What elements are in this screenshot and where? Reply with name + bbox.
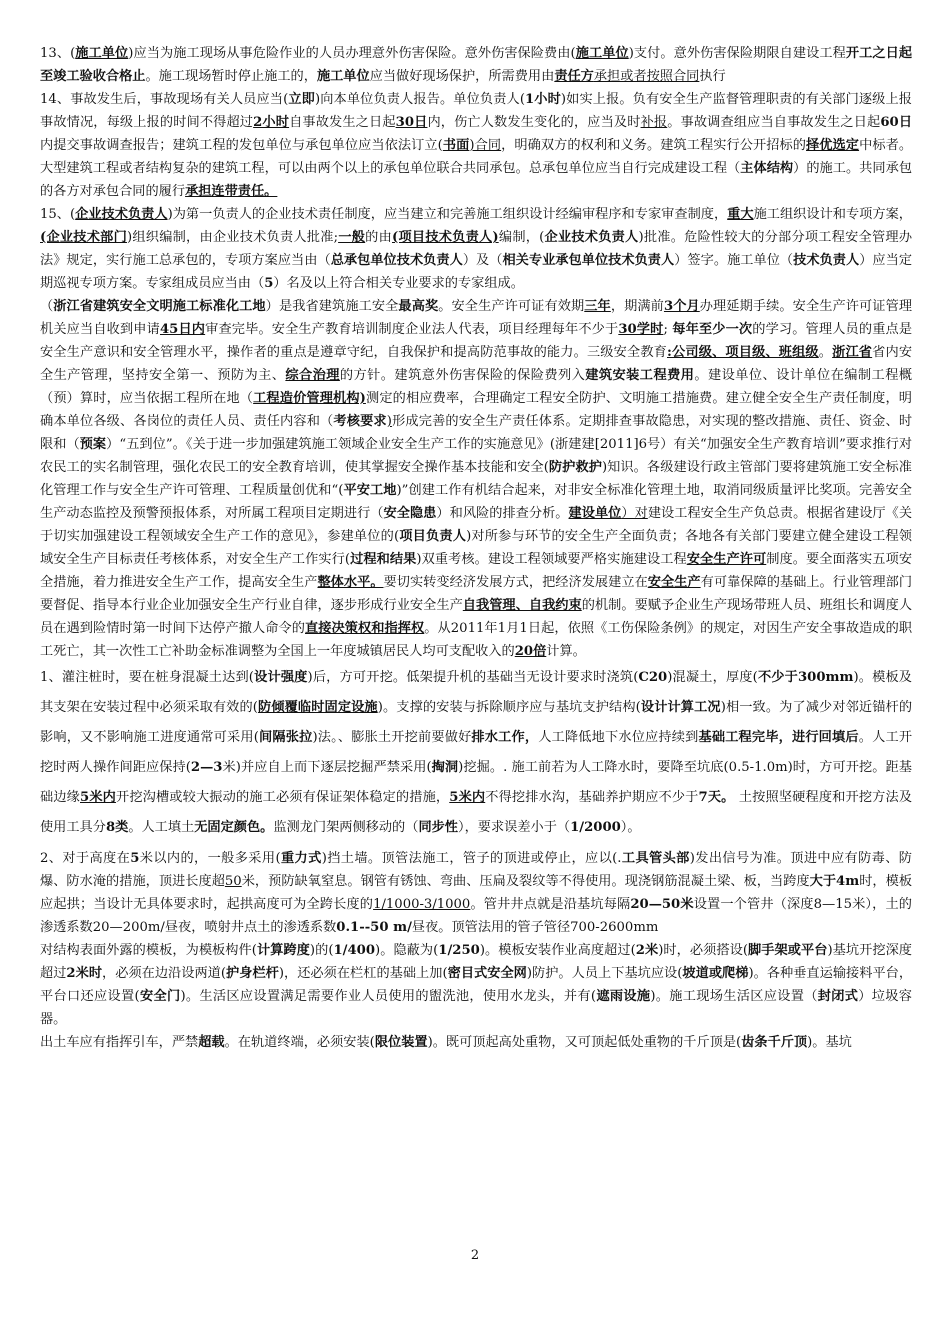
emphasis-text: 1/250 xyxy=(438,943,480,958)
emphasis-text: 预案 xyxy=(79,437,107,452)
text-run: )防护。人员上下基坑应设( xyxy=(526,966,683,981)
emphasis-text: 浙江省建筑安全文明施工标准化工地 xyxy=(53,299,266,314)
text-run: 2、对于高度在 xyxy=(40,851,131,866)
text-run: 。施工现场暂时停止施工的， xyxy=(145,69,317,84)
text-run: 不得挖排水沟，基础养护期应不少于 xyxy=(485,790,699,805)
text-run: 施工组织设计和专项方案， xyxy=(753,207,912,222)
emphasis-text: 最高奖 xyxy=(398,299,439,314)
text-run: ，期满前 xyxy=(610,299,664,314)
emphasis-text: 5米内 xyxy=(80,790,116,805)
text-run: ; xyxy=(663,322,673,337)
text-run: 昼夜。顶管法用的管子管径700-2600mm xyxy=(411,920,659,935)
text-run: )相一致。为了减少对邻近锚杆的影响，又不影响施工进度通常可采用( xyxy=(40,700,913,745)
text-run: 米以内的，一般多采用( xyxy=(139,851,281,866)
text-run: 省内安全生产管理，坚持安全第一、预防为主、 xyxy=(40,345,913,383)
emphasis-text: 30日 xyxy=(395,115,428,130)
emphasis-text: 齿条千斤顶 xyxy=(741,1035,808,1050)
text-run: )”创建工作有机结合起来，对非安全标准化管理土地，取消同级质量评比奖项。完善安全生产动态监控及预警预报体系，对所属工程项目定期进行（ xyxy=(40,483,912,521)
emphasis-text: 超载 xyxy=(198,1035,225,1050)
text-run: （ xyxy=(40,299,54,314)
emphasis-text: 工程造价管理机构) xyxy=(253,391,366,406)
text-run: 补报 xyxy=(640,115,668,130)
text-run: 编制，( xyxy=(498,230,545,245)
text-run: 开挖沟槽或较大振动的施工必须有保证架体稳定的措施， xyxy=(115,790,450,805)
emphasis-text: 安全生产 xyxy=(647,575,701,590)
text-run: 的学习。管理人员的重点是安全生产意识和安全管理水平，操作者的重点是遵章守纪，自我保护和提高防范事故的能力。三级安全教育 xyxy=(40,322,913,360)
emphasis-text: 间隔张拉 xyxy=(258,730,313,745)
text-run: 自事故发生之日起 xyxy=(289,115,396,130)
text-run: 。事故调查组应当自事故发生之日起 xyxy=(667,115,881,130)
text-run: )挡土墙。顶管法施工，管子的顶进或停止，应以(. xyxy=(321,851,622,866)
text-run: 设置一个管井（深度8—15米），土的渗透系数20—200m/昼夜，喷射井点土的渗透系数 xyxy=(40,897,912,935)
text-run: ）“五到位”。《关于进一步加强建筑施工领域企业安全生产工作的实施意见》(浙建建[2011]6号）有关“加强安全生产教育培训”要求推行对农民工的实名制管理，强化农民工的安全教育培训，使其掌握安全操作基本技能和安全( xyxy=(40,437,913,475)
emphasis-text: 2小时 xyxy=(253,115,290,130)
emphasis-text: 施工单位 xyxy=(75,46,129,61)
emphasis-text: 责任方 xyxy=(554,69,594,84)
emphasis-text: (项目技术负责人) xyxy=(392,230,499,245)
emphasis-text: 立即 xyxy=(288,92,315,107)
emphasis-text: 安全隐患 xyxy=(383,506,437,521)
text-run: 应当做好现场保护，所需费用由 xyxy=(369,69,555,84)
emphasis-text: 开工之日起至竣工验收合格止 xyxy=(40,46,913,84)
text-run: )时，必须搭设( xyxy=(658,943,748,958)
emphasis-text: 基础工程完毕，进行回填后 xyxy=(698,730,859,745)
text-run: 测定的相应费率，合理确定工程安全防护、文明施工措施费。建立健全安全生产责任制度，明确本单位各级、各岗位的责任人员、责任内容和（ xyxy=(40,391,912,429)
emphasis-text: 30学时 xyxy=(618,322,664,337)
text-run: ），要求误差小于（ xyxy=(458,820,571,835)
page-number: 2 xyxy=(470,1248,480,1263)
emphasis-text: 书面 xyxy=(442,138,470,153)
text-run: )组织编制，由企业技术负责人批准; xyxy=(126,230,339,245)
text-run: )支付。意外伤害保险期限自建设工程 xyxy=(628,46,846,61)
text-run: )。隐蔽为( xyxy=(375,943,439,958)
text-run: )后，方可开挖。低架提升机的基础当无设计要求时浇筑( xyxy=(307,670,639,685)
text-run: 中标者。大型建筑工程或者结构复杂的建筑工程，可以由两个以上的承包单位联合共同承包。总承包单位应当自行完成建设工程（ xyxy=(40,138,913,176)
text-run: 形成完善的安全生产责任体系。定期排查事故隐患，对实现的整改措施、责任、资金、时限和（ xyxy=(40,414,913,452)
text-run: 。人工填土 xyxy=(128,820,195,835)
text-run: ）名及以上符合相关专业要求的专家组成。 xyxy=(273,276,524,291)
emphasis-text: 整体水平。 xyxy=(317,575,384,590)
emphasis-text: 20倍 xyxy=(514,644,547,659)
emphasis-text: 封闭式 xyxy=(817,989,859,1004)
text-run: )。施工现场生活区应设置（ xyxy=(650,989,818,1004)
emphasis-text: 脚手架或平台 xyxy=(747,943,828,958)
emphasis-text: 7天。 xyxy=(698,790,735,805)
emphasis-text: 设计强度 xyxy=(253,670,308,685)
emphasis-text: 工具管头部 xyxy=(621,851,690,866)
emphasis-text: 1小时 xyxy=(524,92,561,107)
text-run: 15、( xyxy=(40,207,76,222)
text-run: )挖掘。. 施工前若为人工降水时，要降至坑底(0.5-1.0m)时，方可开挖。距基础边缘 xyxy=(40,760,912,805)
emphasis-text: 过程和结果 xyxy=(350,552,417,567)
text-run: 的方针。建筑意外伤害保险的保险费列入 xyxy=(339,368,586,383)
text-run: ）及（ xyxy=(462,253,503,268)
document-body xyxy=(40,42,912,1054)
emphasis-text: 2米时 xyxy=(66,966,103,981)
emphasis-text: 45日内 xyxy=(159,322,206,337)
text-run: )混凝土，厚度( xyxy=(667,670,758,685)
text-run: 内，伤亡人数发生变化的，应当及时 xyxy=(427,115,641,130)
text-run: 。建设单位、设计单位在编制工程概（预）算时，应当依据工程所在地（ xyxy=(40,368,913,406)
text-run: )向本单位负责人报告。单位负责人( xyxy=(314,92,525,107)
text-run: 监测龙门架两侧移动的（ xyxy=(273,820,419,835)
text-run: )发出信号为准。顶进中应有防毒、防爆、防水淹的措施，顶进长度超 xyxy=(40,851,912,889)
emphasis-text: 企业技术负责人 xyxy=(544,230,639,245)
text-run: ）的施工。共同承包的各方对承包合同的履行 xyxy=(40,161,913,199)
emphasis-text: 1/2000 xyxy=(570,820,621,835)
text-run: )知识。各级建设行政主管部门要将建筑施工安全标准化管理工作与安全生产许可管理、工程质量创优和“( xyxy=(40,460,912,498)
emphasis-text: 2米 xyxy=(635,943,659,958)
text-run: 建设工程安全生产负总责。根据省建设厅《关于切实加强建设工程领域安全生产工作的意见》，参建单位的( xyxy=(40,506,913,544)
emphasis-text: 平安工地 xyxy=(343,483,397,498)
text-run: )基坑开挖深度超过 xyxy=(40,943,912,981)
emphasis-text: 浙江省 xyxy=(832,345,873,360)
text-run: 审查完毕。安全生产教育培训制度企业法人代表，项目经理每年不少于 xyxy=(205,322,619,337)
emphasis-text: 大于4m xyxy=(809,874,860,889)
text-run: )。既可顶起高处重物，又可顶起低处重物的千斤顶是( xyxy=(427,1035,742,1050)
emphasis-text: 坡道或爬梯 xyxy=(682,966,749,981)
emphasis-text: 施工单位 xyxy=(316,69,370,84)
emphasis-text: 排水工作， xyxy=(471,730,539,745)
text-run: )双重考核。建设工程领域要严格实施建设工程 xyxy=(416,552,687,567)
emphasis-text: 计算跨度 xyxy=(256,943,310,958)
emphasis-text: 限位装置 xyxy=(374,1035,428,1050)
emphasis-text: 建筑安装工程费用 xyxy=(585,368,695,383)
emphasis-text: 承担连带责任。 xyxy=(185,184,278,199)
text-run: )。生活区应设置满足需要作业人员使用的盥洗池，使用水龙头，并有( xyxy=(180,989,597,1004)
emphasis-text: 安全门 xyxy=(139,989,181,1004)
paragraph-14 xyxy=(40,88,912,203)
emphasis-text: 总承包单位技术负责人 xyxy=(330,253,463,268)
text-run: 承担或者按照合同 xyxy=(593,69,700,84)
text-run: )。支撑的安装与拆除顺序应与基坑支护结构( xyxy=(377,700,641,715)
emphasis-text: 0.1--50 m/ xyxy=(336,920,412,935)
text-run: 内提交事故调查报告；建筑工程的发包单位与承包单位应当依法订立( xyxy=(40,138,443,153)
text-run: 出土车应有指挥引车，严禁 xyxy=(40,1035,199,1050)
text-run: 。从2011年1月1日起，依照《工伤保险条例》的规定，对因生产安全事故造成的职工死亡，其一次性工亡补助金标准调整为全国上一年度城镇居民人均可支配收入的 xyxy=(40,621,913,659)
emphasis-text: 施工单位 xyxy=(575,46,629,61)
text-run: 13、( xyxy=(40,46,76,61)
text-run: )，还必须在栏杠的基础上加( xyxy=(278,966,448,981)
text-run: ) xyxy=(386,414,392,429)
text-run: 对结构表面外露的模板，为模板构件( xyxy=(40,943,257,958)
text-run: )对所参与环节的安全生产全面负责；各地各有关部门要建立健全建设工程领域安全生产目标责任考核体系，对安全生产工作实行( xyxy=(40,529,912,567)
text-run: 。在轨道终端，必须安装( xyxy=(224,1035,375,1050)
emphasis-text: 3个月 xyxy=(663,299,700,314)
emphasis-text: 无固定颜色。 xyxy=(194,820,274,835)
paragraph-retaining-wall xyxy=(40,847,912,939)
emphasis-text: 遮雨设施 xyxy=(596,989,651,1004)
text-run: )。模板及其支架在安装过程中必须采取有效的( xyxy=(40,670,912,715)
emphasis-text: 8类 xyxy=(105,820,129,835)
paragraph-foundation-excavation xyxy=(40,663,912,843)
emphasis-text: 护身栏杆 xyxy=(226,966,279,981)
text-run: )为第一负责人的企业技术责任制度，应当建立和完善施工组织设计经编审程序和专家审查制度， xyxy=(167,207,728,222)
paragraph-formwork xyxy=(40,939,912,1031)
emphasis-text: 择优选定 xyxy=(806,138,860,153)
text-run: ）垃圾容器。 xyxy=(40,989,912,1027)
emphasis-text: 60日 xyxy=(880,115,913,130)
text-run: )。基坑 xyxy=(807,1035,852,1050)
emphasis-text: 直接决策权和指挥权 xyxy=(305,621,425,636)
text-run: ）对 xyxy=(621,506,648,521)
text-run: 米，预防缺氧窒息。钢管有锈蚀、弯曲、压扁及裂纹等不得使用。现浇钢筋混凝土梁、板，当跨度 xyxy=(241,874,810,889)
text-run: )。各种垂直运输接料平台，平台口还应设置( xyxy=(40,966,913,1004)
emphasis-text: 防护救护 xyxy=(548,460,602,475)
text-run: ）应当定期巡视专项方案。专家组成员应当由（ xyxy=(40,253,913,291)
emphasis-text: 主体结构 xyxy=(740,161,794,176)
emphasis-text: 重力式 xyxy=(280,851,322,866)
emphasis-text: (企业技术部门 xyxy=(40,230,127,245)
emphasis-text: 企业技术负责人 xyxy=(75,207,168,222)
paragraph-13 xyxy=(40,42,912,88)
emphasis-text: 防倾覆临时固定设施 xyxy=(257,700,378,715)
text-run: 执行 xyxy=(699,69,726,84)
emphasis-text: 项目负责人 xyxy=(399,529,467,544)
text-run: )法。、膨胀土开挖前要做好 xyxy=(312,730,472,745)
text-run: )应当为施工现场从事危险作业的人员办理意外伤害保险。意外伤害保险费由( xyxy=(128,46,576,61)
text-run: )批准。危险性较大的分部分项工程安全管理办法》规定，实行施工总承包的，专项方案应当由（ xyxy=(40,230,913,268)
text-run: 有可靠保障的基础上。行业管理部门要督促、指导本行业企业加强安全生产行业自律，逐步形成行业安全生产 xyxy=(40,575,913,613)
emphasis-text: 重大 xyxy=(727,207,754,222)
emphasis-text: 2—3 xyxy=(190,760,223,775)
emphasis-text: :公司级、项目级、班组级 xyxy=(667,345,819,360)
text-run: 人工降低地下水位应持续到 xyxy=(538,730,699,745)
text-run: 。人工开挖时两人操作间距应保持( xyxy=(40,730,913,775)
paragraph-safety-summary xyxy=(40,295,912,663)
emphasis-text: 5米内 xyxy=(449,790,486,805)
text-run: ，必须在边沿设两道( xyxy=(102,966,227,981)
text-run: 米)并应自上而下逐层挖掘严禁采用( xyxy=(222,760,432,775)
paragraph-hoisting xyxy=(40,1031,912,1054)
emphasis-text: 5 xyxy=(130,851,140,866)
text-run: 土按照坚硬程度和开挖方法及使用工具分 xyxy=(40,790,913,835)
text-run: )如实上报。负有安全生产监督管理职责的有关部门逐级上报事故情况，每级上报的时间不得超过 xyxy=(40,92,912,130)
emphasis-text: C20 xyxy=(638,670,668,685)
emphasis-text: 同步性 xyxy=(418,820,458,835)
text-run: )。模板安装作业高度超过( xyxy=(479,943,636,958)
text-run: ，明确双方的权利和义务。建筑工程实行公开招标的 xyxy=(501,138,807,153)
emphasis-text: 掏洞 xyxy=(431,760,459,775)
text-run: 。管井井点就是沿基坑每隔 xyxy=(470,897,631,912)
text-run: ）和风险的排查分析。 xyxy=(436,506,569,521)
paragraph-15 xyxy=(40,203,912,295)
text-run: 的由 xyxy=(365,230,393,245)
text-run: 。安全生产许可证有效期 xyxy=(438,299,585,314)
emphasis-text: 考核要求 xyxy=(333,414,387,429)
text-run: 50 xyxy=(224,874,242,889)
emphasis-text: 5 xyxy=(264,276,274,291)
emphasis-text: 密目式安全网 xyxy=(447,966,527,981)
text-run: )合同 xyxy=(469,138,502,153)
emphasis-text: 自我管理、自我约束 xyxy=(462,598,582,613)
emphasis-text: 不少于300mm xyxy=(757,670,854,685)
emphasis-text: 技术负责人 xyxy=(793,253,860,268)
text-run: 制度。要全面落实五项安全措施，着力推进安全生产工作，提高安全生产 xyxy=(40,552,913,590)
emphasis-text: 相关专业承包单位技术负责人 xyxy=(502,253,675,268)
emphasis-text: 每年至少一次 xyxy=(672,322,753,337)
text-run: 办理延期手续。安全生产许可证管理机关应当自收到申请 xyxy=(40,299,913,337)
text-run: 14、事故发生后，事故现场有关人员应当( xyxy=(40,92,289,107)
text-run: )的( xyxy=(309,943,334,958)
emphasis-text: 安全生产许可 xyxy=(686,552,767,567)
emphasis-text: 建设单位 xyxy=(568,506,622,521)
emphasis-text: 1/400 xyxy=(333,943,376,958)
text-run: 1、灌注桩时，要在桩身混凝土达到( xyxy=(40,670,254,685)
text-run: 计算。 xyxy=(546,644,586,659)
text-run: 1/1000-3/1000 xyxy=(373,897,471,912)
emphasis-text: 一般 xyxy=(338,230,366,245)
text-run: 。 xyxy=(818,345,833,360)
text-run: ）签字。施工单位（ xyxy=(674,253,794,268)
emphasis-text: 三年 xyxy=(584,299,611,314)
text-run: ）。 xyxy=(620,820,641,835)
text-run: 时，模板应起拱；当设计无具体要求时，起拱高度可为全跨长度的 xyxy=(40,874,913,912)
text-run: 的机制。要赋予企业生产现场带班人员、班组长和调度人员在遇到险情时第一时间下达停产撤人命令的 xyxy=(40,598,913,636)
text-run: 要切实转变经济发展方式，把经济发展建立在 xyxy=(383,575,648,590)
emphasis-text: 综合治理 xyxy=(285,368,340,383)
emphasis-text: 设计计算工况 xyxy=(640,700,721,715)
text-run: ）是我省建筑施工安全 xyxy=(265,299,399,314)
emphasis-text: 20—50米 xyxy=(630,897,694,912)
